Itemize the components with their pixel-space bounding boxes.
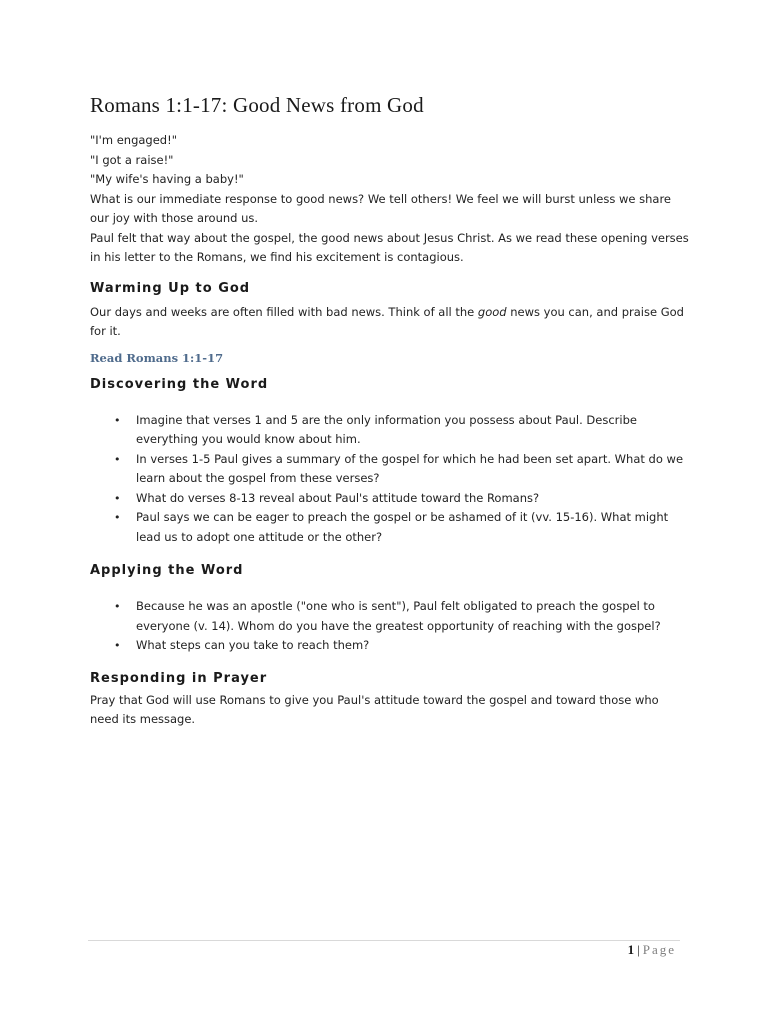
list-item-text: Paul says we can be eager to preach the gospel or be ashamed of it (vv. 15-16). What might lead us to adopt one attitude or the other? (136, 510, 669, 544)
list-item (90, 597, 690, 636)
intro-line-2: "I got a raise!" (90, 152, 174, 167)
page-footer (628, 942, 676, 958)
list-item (90, 489, 690, 509)
footer-separator: | (637, 942, 640, 957)
discovering-heading: Discovering the Word (90, 376, 269, 392)
bullet-icon: • (114, 413, 121, 427)
bullet-icon: • (114, 452, 121, 466)
list-item-text: What steps can you take to reach them? (136, 638, 370, 652)
read-passage-link[interactable]: Read Romans 1:1-17 (90, 350, 224, 365)
responding-heading: Responding in Prayer (90, 670, 268, 686)
page-title: Romans 1:1-17: Good News from God (90, 93, 424, 117)
bullet-icon: • (114, 491, 121, 505)
intro-line-3: "My wife's having a baby!" (90, 172, 244, 186)
list-item (90, 411, 690, 450)
warming-text-emphasis: good (477, 304, 507, 319)
warming-text-after: news you can, and praise God for it. (90, 304, 684, 338)
page-number: 1 (627, 942, 635, 957)
bullet-icon: • (114, 600, 121, 613)
bullet-icon: • (114, 639, 121, 652)
bullet-icon: • (114, 511, 121, 524)
applying-list (90, 597, 690, 656)
intro-paragraph-2: Paul felt that way about the gospel, the good news about Jesus Christ. As we read these opening verses in his letter to the Romans, we find his excitement is contagious. (90, 230, 689, 264)
list-item-text: What do verses 8-13 reveal about Paul's attitude toward the Romans? (136, 490, 540, 505)
list-item (90, 508, 690, 547)
responding-text: Pray that God will use Romans to give you Paul's attitude toward the gospel and toward those who need its message. (90, 692, 659, 726)
applying-heading: Applying the Word (90, 563, 244, 578)
list-item-text: Imagine that verses 1 and 5 are the only information you possess about Paul. Describe everything you would know about him. (136, 412, 637, 446)
intro-line-1: "I'm engaged!" (90, 133, 177, 147)
intro-paragraph-1: What is our immediate response to good news? We tell others! We feel we will burst unless we share our joy with those around us. (90, 191, 671, 225)
warming-text (90, 303, 690, 342)
discovering-list (90, 411, 690, 548)
list-item-text: In verses 1-5 Paul gives a summary of the gospel for which he had been set apart. What do we learn about the gospel from these verses? (136, 451, 684, 485)
list-item (90, 450, 690, 489)
page-label: Page (642, 942, 676, 957)
list-item-text: Because he was an apostle ("one who is sent"), Paul felt obligated to preach the gospel to everyone (v. 14). Whom do you have the greatest opportunity of reaching with the gospel? (136, 599, 661, 633)
document-body (90, 92, 690, 730)
warming-heading: Warming Up to God (90, 280, 251, 296)
list-item (90, 636, 690, 656)
footer-divider (88, 940, 680, 941)
warming-text-before: Our days and weeks are often filled with bad news. Think of all the (90, 304, 478, 319)
